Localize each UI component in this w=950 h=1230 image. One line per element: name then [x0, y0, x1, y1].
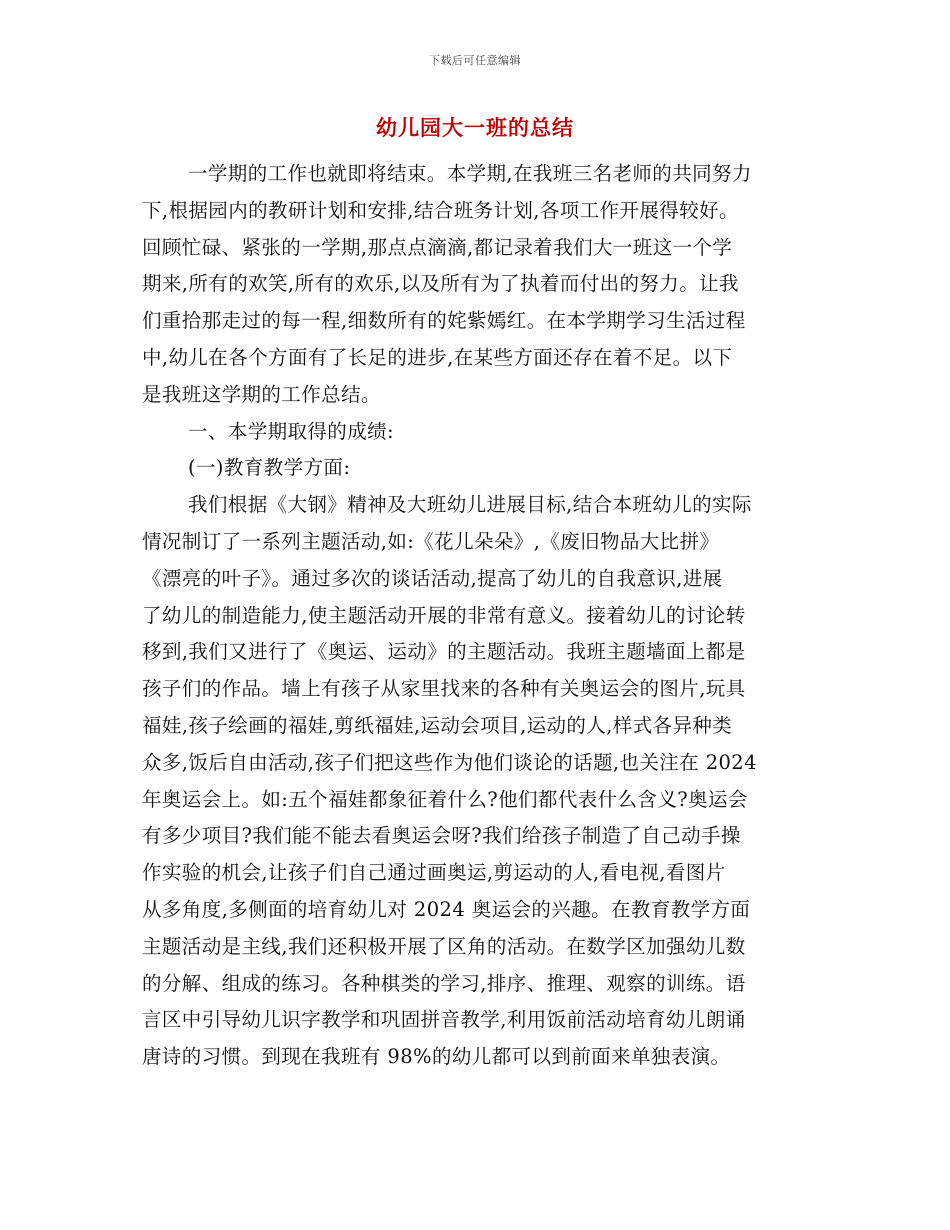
body-text-line: 回顾忙碌、紧张的一学期,那点点滴滴,都记录着我们大一班这一个学 [142, 235, 733, 259]
body-text-line: 期来,所有的欢笑,所有的欢乐,以及所有为了执着而付出的努力。让我 [142, 272, 739, 296]
document-body [142, 156, 807, 1076]
body-text-line: 情况制订了一系列主题活动,如:《花儿朵朵》,《废旧物品大比拼》 [142, 529, 720, 553]
body-text-line: 《漂亮的叶子》。通过多次的谈话活动,提高了幼儿的自我意识,进展 [142, 566, 723, 590]
body-text-line: 作实验的机会,让孩子们自己通过画奥运,剪运动的人,看电视,看图片 [142, 861, 726, 885]
body-text-line: 移到,我们又进行了《奥运、运动》的主题活动。我班主题墙面上都是 [142, 640, 746, 664]
body-text-line: 是我班这学期的工作总结。 [142, 382, 381, 406]
document-title: 幼儿园大一班的总结 [376, 115, 574, 140]
body-text-line: 有多少项目?我们能不能去看奥运会呀?我们给孩子制造了自己动手操 [142, 824, 741, 848]
body-text-line: 年奥运会上。如:五个福娃都象征着什么?他们都代表什么含义?奥运会 [142, 787, 748, 811]
body-text-line: 一学期的工作也就即将结束。本学期,在我班三名老师的共同努力 [188, 162, 752, 185]
body-text-line: 从多角度,多侧面的培育幼儿对 2024 奥运会的兴趣。在教育教学方面 [142, 897, 751, 921]
body-text-line: 主题活动是主线,我们还积极开展了区角的活动。在数学区加强幼儿数 [142, 934, 746, 958]
body-text-line: 孩子们的作品。墙上有孩子从家里找来的各种有关奥运会的图片,玩具 [142, 677, 746, 701]
body-text-line: 一、本学期取得的成绩: [188, 419, 394, 443]
header-note: 下载后可任意编辑 [429, 54, 521, 67]
body-text-line: 中,幼儿在各个方面有了长足的进步,在某些方面还存在着不足。以下 [142, 345, 733, 369]
body-text-line: 唐诗的习惯。到现在我班有 98%的幼儿都可以到前面来单独表演。 [142, 1045, 731, 1069]
body-text-line: (一)教育教学方面: [188, 456, 351, 480]
body-text-line: 下,根据园内的教研计划和安排,结合班务计划,各项工作开展得较好。 [142, 198, 739, 222]
body-text-line: 言区中引导幼儿识字教学和巩固拼音教学,利用饭前活动培育幼儿朗诵 [142, 1008, 746, 1032]
body-text-line: 众多,饭后自由活动,孩子们把这些作为他们谈论的话题,也关注在 2024 [142, 750, 757, 774]
body-text-line: 我们根据《大钢》精神及大班幼儿进展目标,结合本班幼儿的实际 [188, 493, 752, 517]
body-text-line: 福娃,孩子绘画的福娃,剪纸福娃,运动会项目,运动的人,样式各异种类 [142, 713, 733, 737]
body-text-line: 的分解、组成的练习。各种棋类的学习,排序、推理、观察的训练。语 [142, 971, 746, 995]
body-text-line: 了幼儿的制造能力,使主题活动开展的非常有意义。接着幼儿的讨论转 [142, 603, 746, 627]
body-text-line: 们重拾那走过的每一程,细数所有的姹紫嫣红。在本学期学习生活过程 [142, 309, 746, 333]
